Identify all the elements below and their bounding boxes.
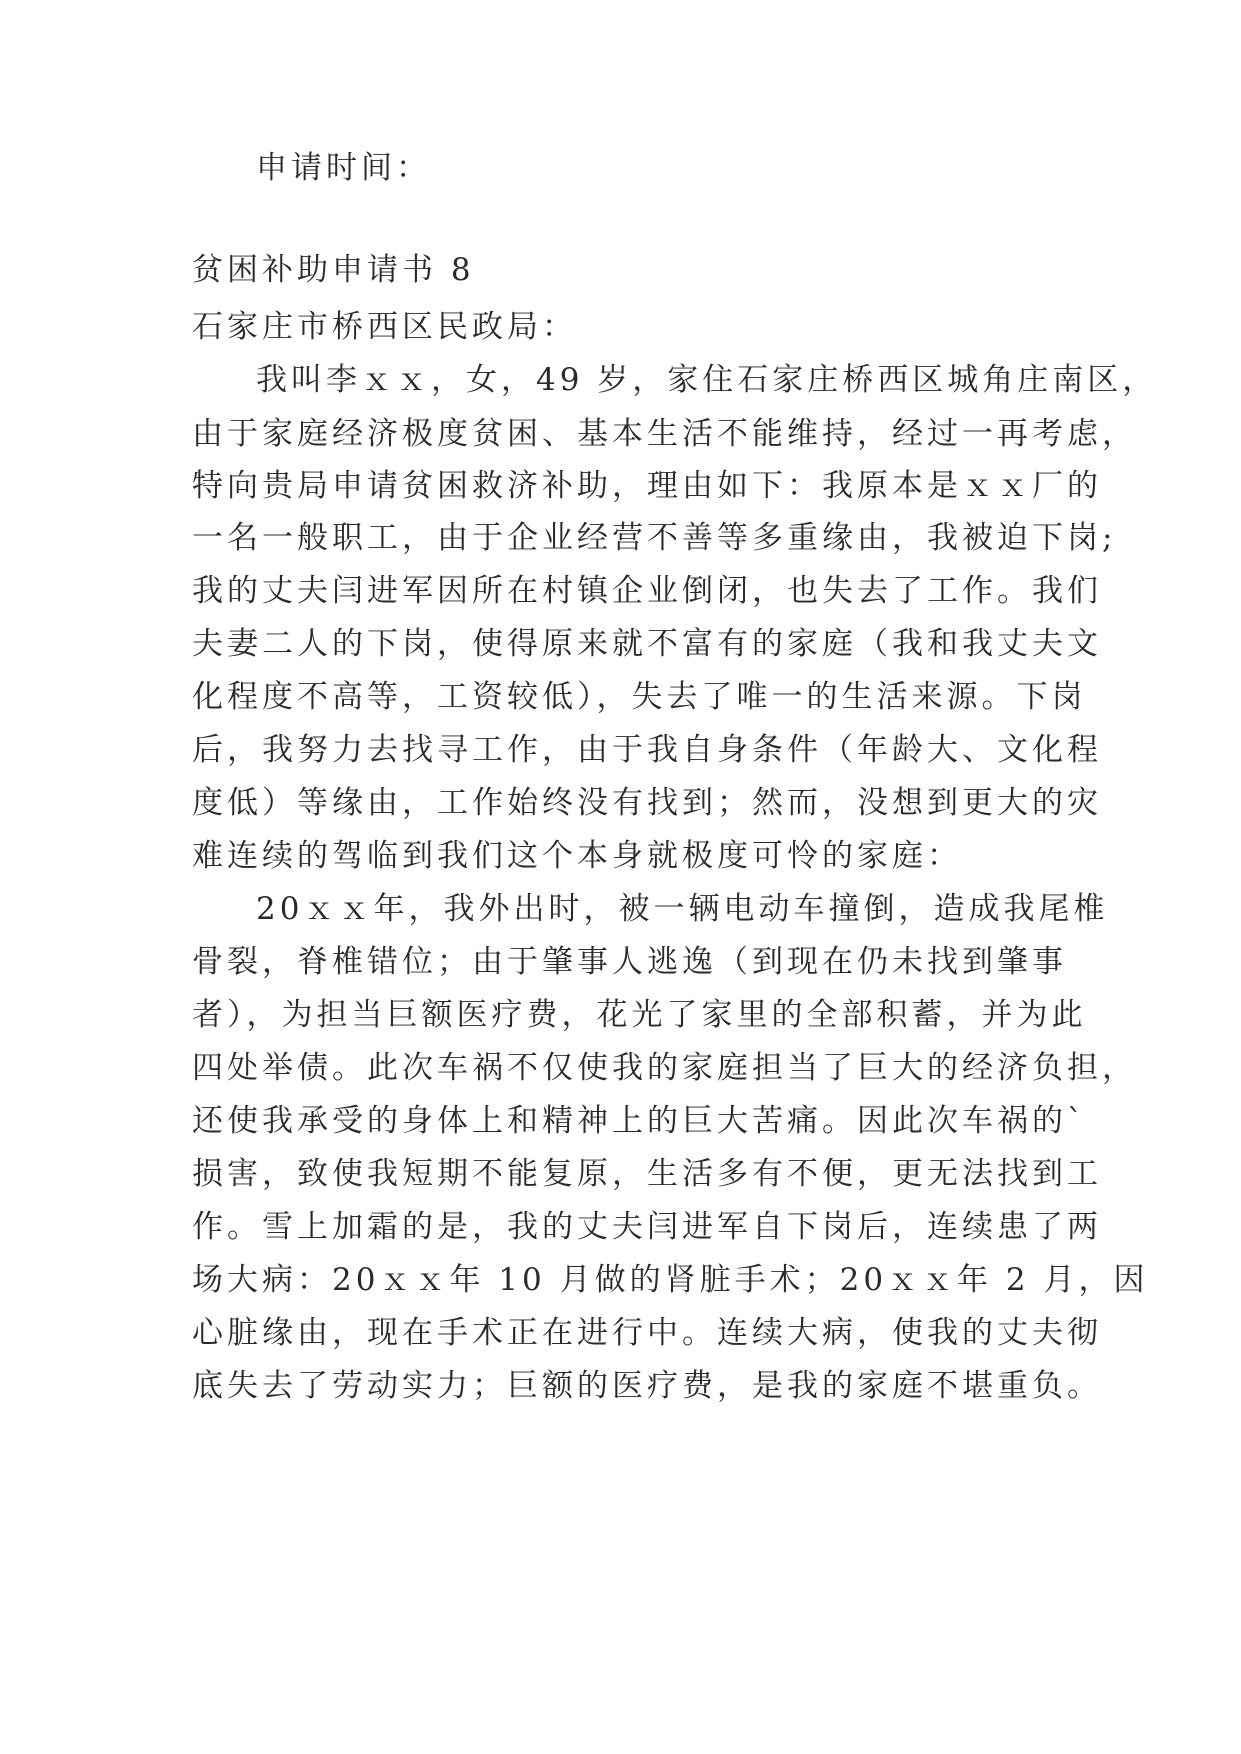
paragraph-line: 场大病：20ｘｘ年 10 月做的肾脏手术；20ｘｘ年 2 月，因 <box>192 1262 1149 1298</box>
paragraph-line: 一名一般职工，由于企业经营不善等多重缘由，我被迫下岗; <box>192 520 1117 556</box>
paragraph-line: 还使我承受的身体上和精神上的巨大苦痛。因此次车祸的` <box>192 1103 1087 1139</box>
paragraph-line: 作。雪上加霜的是，我的丈夫闫进军自下岗后，连续患了两 <box>192 1209 1102 1245</box>
paragraph-line: 我叫李ｘｘ，女，49 岁，家住石家庄桥西区城角庄南区， <box>256 362 1158 398</box>
paragraph-line: 20ｘｘ年，我外出时，被一辆电动车撞倒，造成我尾椎 <box>256 891 1109 927</box>
document-title: 贫困补助申请书 8 <box>192 252 475 288</box>
application-time-label: 申请时间： <box>256 150 431 186</box>
paragraph-line: 损害，致使我短期不能复原，生活多有不便，更无法找到工 <box>192 1156 1102 1192</box>
paragraph-line: 难连续的驾临到我们这个本身就极度可怜的家庭： <box>192 838 962 874</box>
recipient-line: 石家庄市桥西区民政局： <box>192 309 577 345</box>
paragraph-line: 后，我努力去找寻工作，由于我自身条件（年龄大、文化程 <box>192 732 1102 768</box>
paragraph-line: 度低）等缘由，工作始终没有找到；然而，没想到更大的灾 <box>192 785 1102 821</box>
paragraph-line: 特向贵局申请贫困救济补助，理由如下：我原本是ｘｘ厂的 <box>192 468 1102 504</box>
paragraph-line: 心脏缘由，现在手术正在进行中。连续大病，使我的丈夫彻 <box>192 1315 1102 1351</box>
paragraph-line: 由于家庭经济极度贫困、基本生活不能维持，经过一再考虑， <box>192 416 1137 452</box>
paragraph-line: 四处举债。此次车祸不仅使我的家庭担当了巨大的经济负担， <box>192 1050 1137 1086</box>
paragraph-line: 我的丈夫闫进军因所在村镇企业倒闭，也失去了工作。我们 <box>192 573 1102 609</box>
paragraph-line: 者），为担当巨额医疗费，花光了家里的全部积蓄，并为此 <box>192 997 1087 1033</box>
paragraph-line: 化程度不高等，工资较低），失去了唯一的生活来源。下岗 <box>192 679 1087 715</box>
paragraph-line: 骨裂，脊椎错位；由于肇事人逃逸（到现在仍未找到肇事 <box>192 944 1067 980</box>
paragraph-line: 底失去了劳动实力；巨额的医疗费，是我的家庭不堪重负。 <box>192 1368 1102 1404</box>
paragraph-line: 夫妻二人的下岗，使得原来就不富有的家庭（我和我丈夫文 <box>192 626 1102 662</box>
